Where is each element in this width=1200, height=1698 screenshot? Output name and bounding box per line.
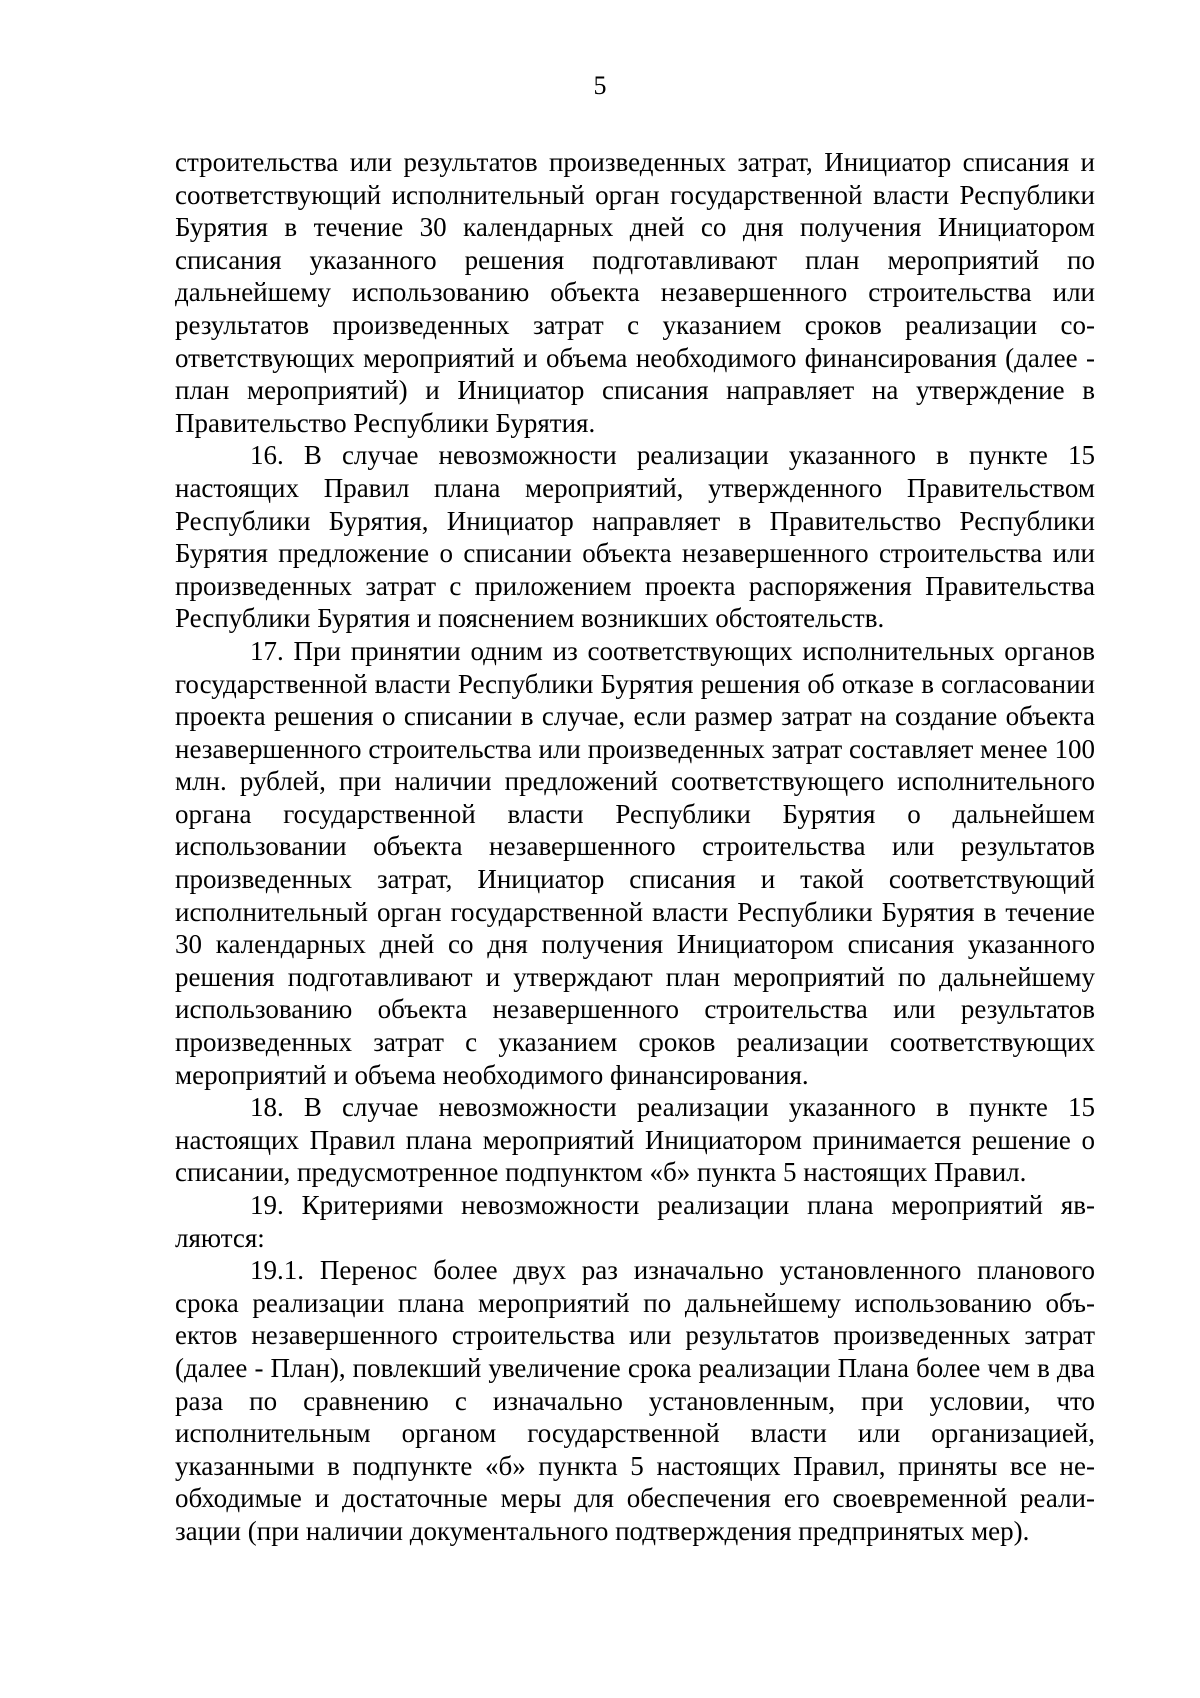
paragraph-item-19: 19. Критериями невозможности реализации плана мероприятий являются:: [175, 1190, 1095, 1253]
document-body: [175, 146, 1095, 1548]
paragraph-item-18: 18. В случае невозможности реализации указанного в пункте 15 настоящих Правил плана мероприятий Инициатором принимается решение о списании, предусмотренное подпунктом «б» пункта 5 настоящих Правил.: [175, 1092, 1095, 1188]
page-number: 5: [593, 71, 607, 100]
paragraph-item-16: 16. В случае невозможности реализации указанного в пункте 15 настоящих Правил плана мероприятий, утвержденного Правительством Республики Бурятия, Инициатор направляет в Правительство Республики Бурятия предложение о списании объекта незавершенного строительства или произведенных затрат с приложением проекта распоряжения Правительства Республики Бурятия и пояснением возникших обстоятельств.: [175, 440, 1095, 634]
paragraph-continuation: строительства или результатов произведенных затрат, Инициатор списания и соответствующий исполнительный орган государственной власти Республики Бурятия в течение 30 календарных дней со дня получения Инициатором списания указанного решения подготавливают план мероприятий по дальнейшему использованию объекта незавершенного строительства или результатов произведенных затрат с указанием сроков реализации соответствующих мероприятий и объема необходимого финансирования (далее - план мероприятий) и Инициатор списания направляет на утверждение в Правительство Республики Бурятия.: [175, 147, 1095, 438]
paragraph-item-17: 17. При принятии одним из соответствующих исполнительных органов государственной власти Республики Бурятия решения об отказе в согласовании проекта решения о списании в случае, если размер затрат на создание объекта незавершенного строительства или произведенных затрат составляет менее 100 млн. рублей, при наличии предложений соответствующего исполнительного органа государственной власти Республики Бурятия о дальнейшем использовании объекта незавершенного строительства или результатов произведенных затрат, Инициатор списания и такой соответствующий исполнительный орган государственной власти Республики Бурятия в течение 30 календарных дней со дня получения Инициатором списания указанного решения подготавливают и утверждают план мероприятий по дальнейшему использованию объекта незавершенного строительства или результатов произведенных затрат с указанием сроков реализации соответствующих мероприятий и объема необходимого финансирования.: [175, 635, 1095, 1090]
paragraph-item-19-1: 19.1. Перенос более двух раз изначально установленного планового срока реализации плана мероприятий по дальнейшему использованию объектов незавершенного строительства или результатов произведенных затрат (далее - План), повлекший увеличение срока реализации Плана более чем в два раза по сравнению с изначально установленным, при условии, что исполнительным органом государственной власти или организацией, указанными в подпункте «б» пункта 5 настоящих Правил, приняты все необходимые и достаточные меры для обеспечения его своевременной реализации (при наличии документального подтверждения предпринятых мер).: [175, 1255, 1095, 1546]
